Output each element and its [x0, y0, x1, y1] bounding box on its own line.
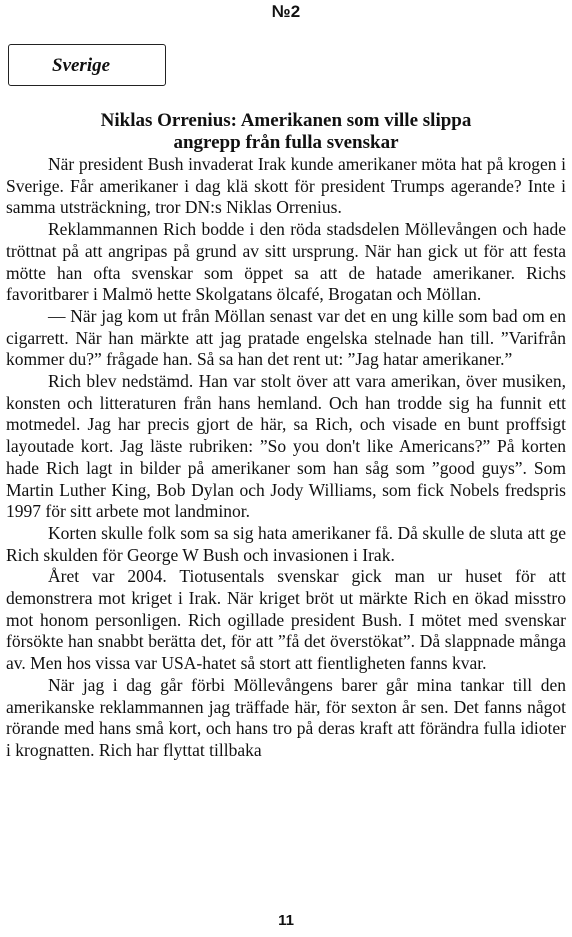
paragraph: — När jag kom ut från Möllan senast var det en ung kille som bad om en cigarrett. När han märkte att jag pratade engelska stelnade han till. ”Varifrån kommer du?” frågade han. Så sa han det rent ut: ”Jag hatar amerikaner.”: [6, 305, 566, 370]
article-title: [0, 110, 572, 154]
article-title-line-2: angrepp från fulla svenskar: [173, 132, 399, 153]
paragraph: När president Bush invaderat Irak kunde amerikaner möta hat på krogen i Sverige. Får amerikaner i dag klä skott för president Trumps agerande? Inte i samma utsträckning, tror DN:s Niklas Orrenius.: [6, 154, 566, 218]
page-number: 11: [278, 912, 294, 929]
article-body: [6, 154, 566, 762]
article-title-line-1: Niklas Orrenius: Amerikanen som ville slippa: [100, 110, 472, 131]
paragraph: Reklammannen Rich bodde i den röda stadsdelen Möllevången och hade tröttnat på att angripas på grund av sitt ursprung. När han gick ut för att festa mötte han ofta svenskar som öppet sa att de hatade amerikaner. Richs favoritbarer i Malmö hette Skolgatans ölcafé, Brogatan och Möllan.: [6, 219, 566, 305]
paragraph: Rich blev nedstämd. Han var stolt över att vara amerikan, över musiken, konsten och litteraturen från hans hemland. Och han trodde sig ha funnit ett motmedel. Jag har precis gjort de här, sa Rich, och visade en bunt proffsigt layoutade kort. Jag läste rubriken: ”So you don't like Americans?” På korten hade Rich lagt in bilder på amerikaner som han såg som ”good guys”. Som Martin Luther King, Bob Dylan och Jody Williams, som fick Nobels fredspris 1997 för sitt arbete mot landminor.: [6, 371, 566, 522]
paragraph: Året var 2004. Tiotusentals svenskar gick man ur huset för att demonstrera mot kriget i Irak. När kriget bröt ut märkte Rich en ökad misstro mot honom personligen. Rich ogillade president Bush. I mötet med svenskar försökte han snabbt berätta det, för att ”få det överstökat”. Då slappnade många av. Men hos vissa var USA-hatet så stort att fientligheten fanns kvar.: [6, 566, 566, 674]
section-label: Sverige: [52, 55, 111, 76]
paragraph: När jag i dag går förbi Möllevångens barer går mina tankar till den amerikanske reklammannen jag träffade här, för sexton år sen. Det fanns något rörande med hans små kort, och hans tro på deras kraft att förändra fulla idioter i krognatten. Rich har flyttat tillbaka: [6, 674, 566, 760]
issue-number: №2: [271, 2, 301, 21]
paragraph: Korten skulle folk som sa sig hata amerikaner få. Då skulle de sluta att ge Rich skulden för George W Bush och invasionen i Irak.: [6, 522, 566, 565]
